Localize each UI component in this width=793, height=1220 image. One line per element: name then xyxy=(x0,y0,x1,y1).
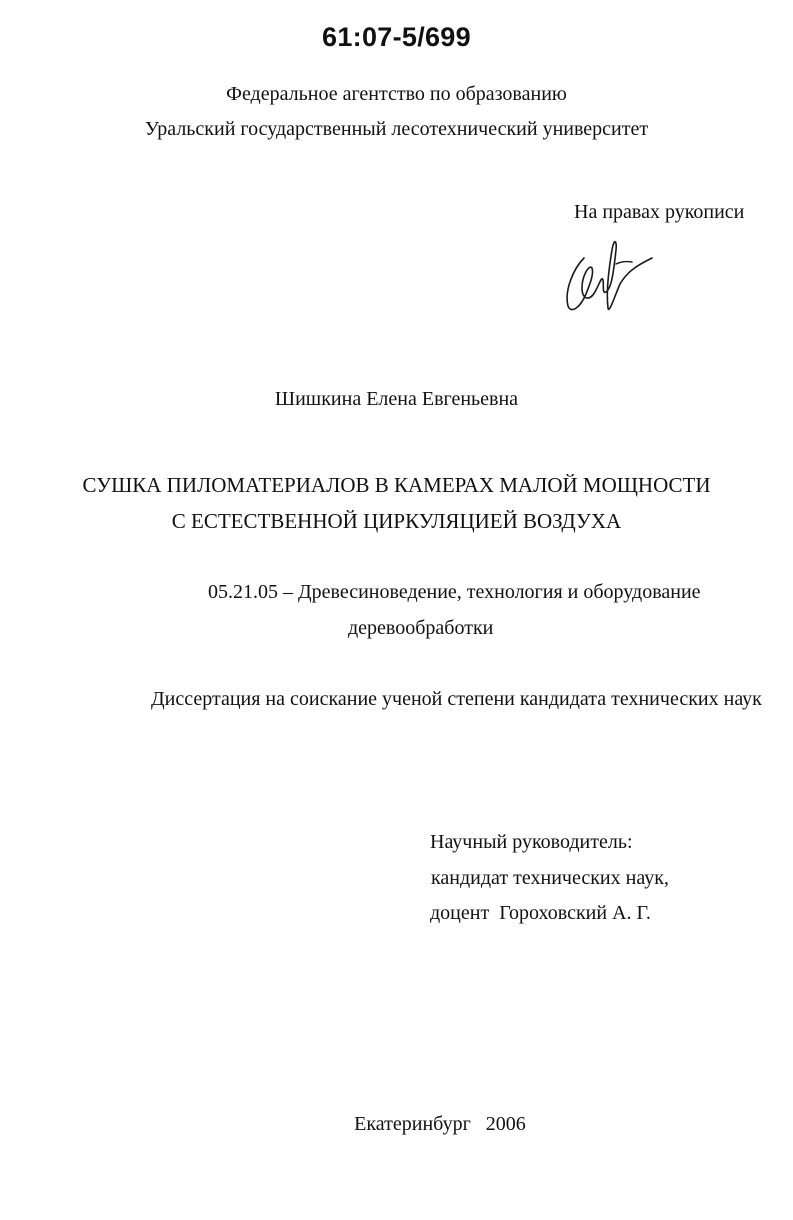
dissertation-title-line-1: СУШКА ПИЛОМАТЕРИАЛОВ В КАМЕРАХ МАЛОЙ МОЩНОСТИ xyxy=(82,473,711,497)
advisor-degree: кандидат технических наук, xyxy=(431,867,669,889)
author-name: Шишкина Елена Евгеньевна xyxy=(274,388,519,410)
dissertation-title-line-2: С ЕСТЕСТВЕННОЙ ЦИРКУЛЯЦИЕЙ ВОЗДУХА xyxy=(171,509,622,533)
advisor-name: доцент Гороховский А. Г. xyxy=(430,902,651,924)
university-name: Уральский государственный лесотехнический университет xyxy=(144,118,649,140)
advisor-label: Научный руководитель: xyxy=(430,831,633,853)
city-year: Екатеринбург 2006 xyxy=(354,1113,526,1135)
specialty-line-1: 05.21.05 – Древесиноведение, технология и оборудование xyxy=(208,581,701,603)
manuscript-note: На правах рукописи xyxy=(574,201,745,223)
signature-icon xyxy=(556,228,656,318)
agency-name: Федеральное агентство по образованию xyxy=(226,83,567,105)
catalog-number: 61:07-5/699 xyxy=(322,22,471,52)
degree-statement: Диссертация на соискание ученой степени кандидата технических наук xyxy=(151,688,762,710)
specialty-line-2: деревообработки xyxy=(348,617,494,639)
